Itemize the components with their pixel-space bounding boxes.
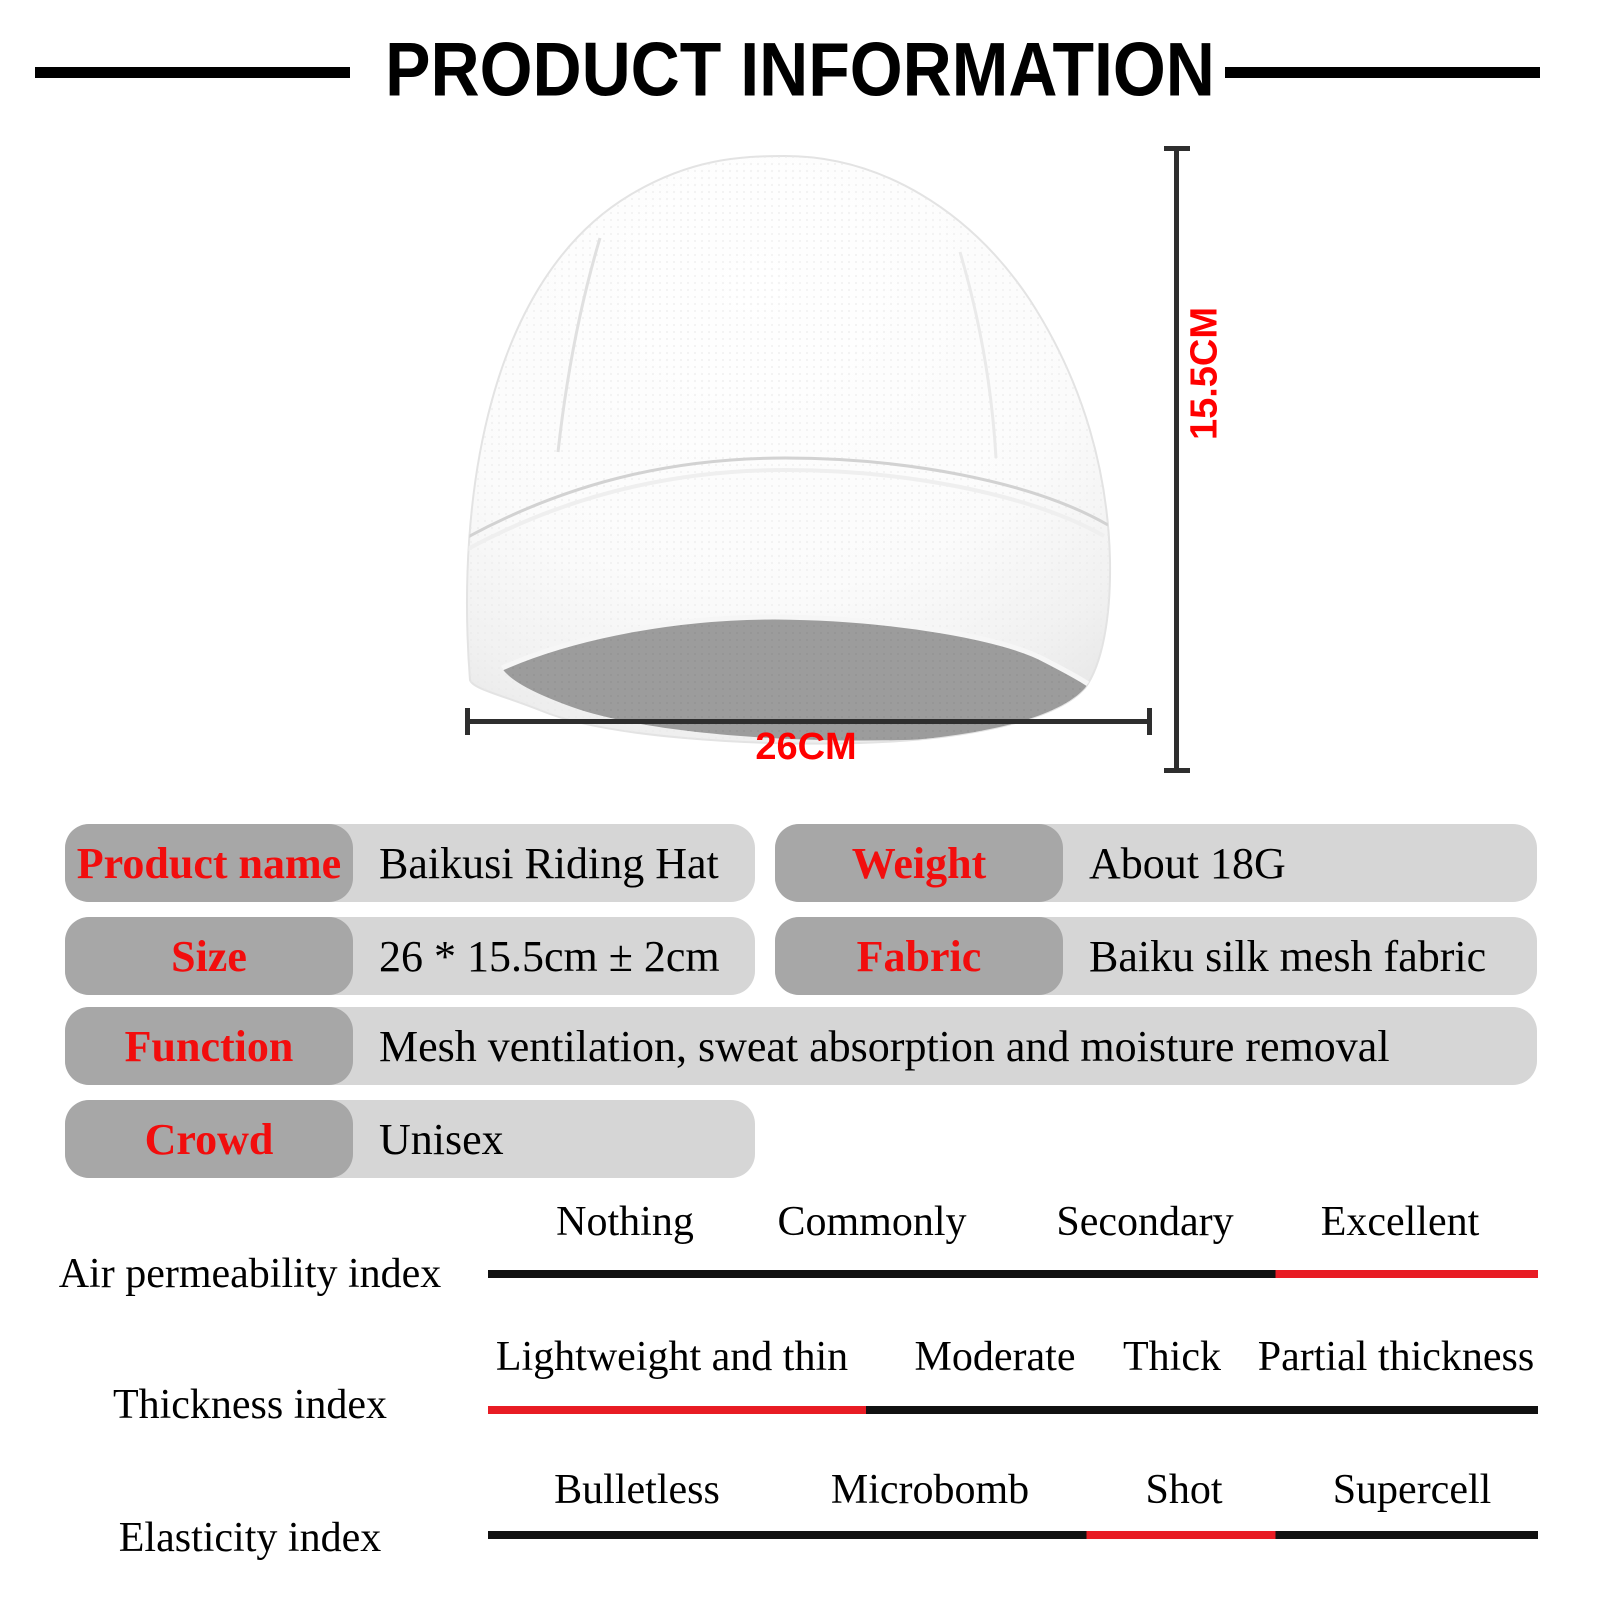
spec-value-product-name: Baikusi Riding Hat — [379, 838, 719, 888]
height-dimension-cap-bottom — [1164, 768, 1190, 773]
spec-row-function — [65, 1007, 1537, 1085]
spec-value-function: Mesh ventilation, sweat absorption and moisture removal — [379, 1021, 1390, 1071]
spec-label-weight: Weight — [775, 824, 1063, 902]
height-dimension-line — [1174, 146, 1179, 773]
spec-label-function: Function — [65, 1007, 353, 1085]
spec-row-fabric — [775, 917, 1537, 995]
spec-label-product-name: Product name — [65, 824, 353, 902]
spec-value-weight: About 18G — [1089, 838, 1286, 888]
height-dimension-label: 15.5CM — [1183, 306, 1226, 441]
spec-row-weight — [775, 824, 1537, 902]
thickness-index-option: Partial thickness — [1257, 1334, 1535, 1380]
thickness-index-option: Thick — [1123, 1334, 1221, 1380]
air-index-option: Excellent — [1320, 1199, 1480, 1245]
spec-label-crowd: Crowd — [65, 1100, 353, 1178]
spec-value-crowd: Unisex — [379, 1114, 504, 1164]
elasticity-index-label: Elasticity index — [118, 1515, 382, 1561]
page-title: PRODUCT INFORMATION — [385, 27, 1215, 113]
elasticity-index-scale — [488, 1531, 1538, 1539]
thickness-index-option: Lightweight and thin — [495, 1334, 849, 1380]
air-index-option: Nothing — [556, 1199, 694, 1245]
spec-label-fabric: Fabric — [775, 917, 1063, 995]
air-index-option: Secondary — [1056, 1199, 1234, 1245]
spec-row-product-name — [65, 824, 755, 902]
width-dimension-cap-right — [1147, 708, 1152, 735]
air-permeability-index-label: Air permeability index — [58, 1251, 442, 1297]
spec-value-fabric: Baiku silk mesh fabric — [1089, 931, 1487, 981]
air-permeability-index-scale — [488, 1270, 1538, 1278]
elasticity-index-option: Microbomb — [830, 1467, 1030, 1513]
thickness-index-scale — [488, 1406, 1538, 1414]
thickness-index-option: Moderate — [914, 1334, 1076, 1380]
spec-row-size — [65, 917, 755, 995]
spec-row-crowd — [65, 1100, 755, 1178]
spec-value-size: 26 * 15.5cm ± 2cm — [379, 931, 720, 981]
width-dimension-label: 26CM — [755, 726, 857, 768]
elasticity-index-option: Bulletless — [554, 1467, 720, 1513]
elasticity-index-option: Supercell — [1332, 1467, 1492, 1513]
width-dimension-line — [467, 719, 1150, 724]
product-photo-hat — [440, 140, 1140, 750]
elasticity-index-option: Shot — [1145, 1467, 1223, 1513]
title-rule-right — [1225, 67, 1540, 78]
spec-label-size: Size — [65, 917, 353, 995]
air-index-option: Commonly — [777, 1199, 967, 1245]
thickness-index-label: Thickness index — [112, 1382, 388, 1428]
